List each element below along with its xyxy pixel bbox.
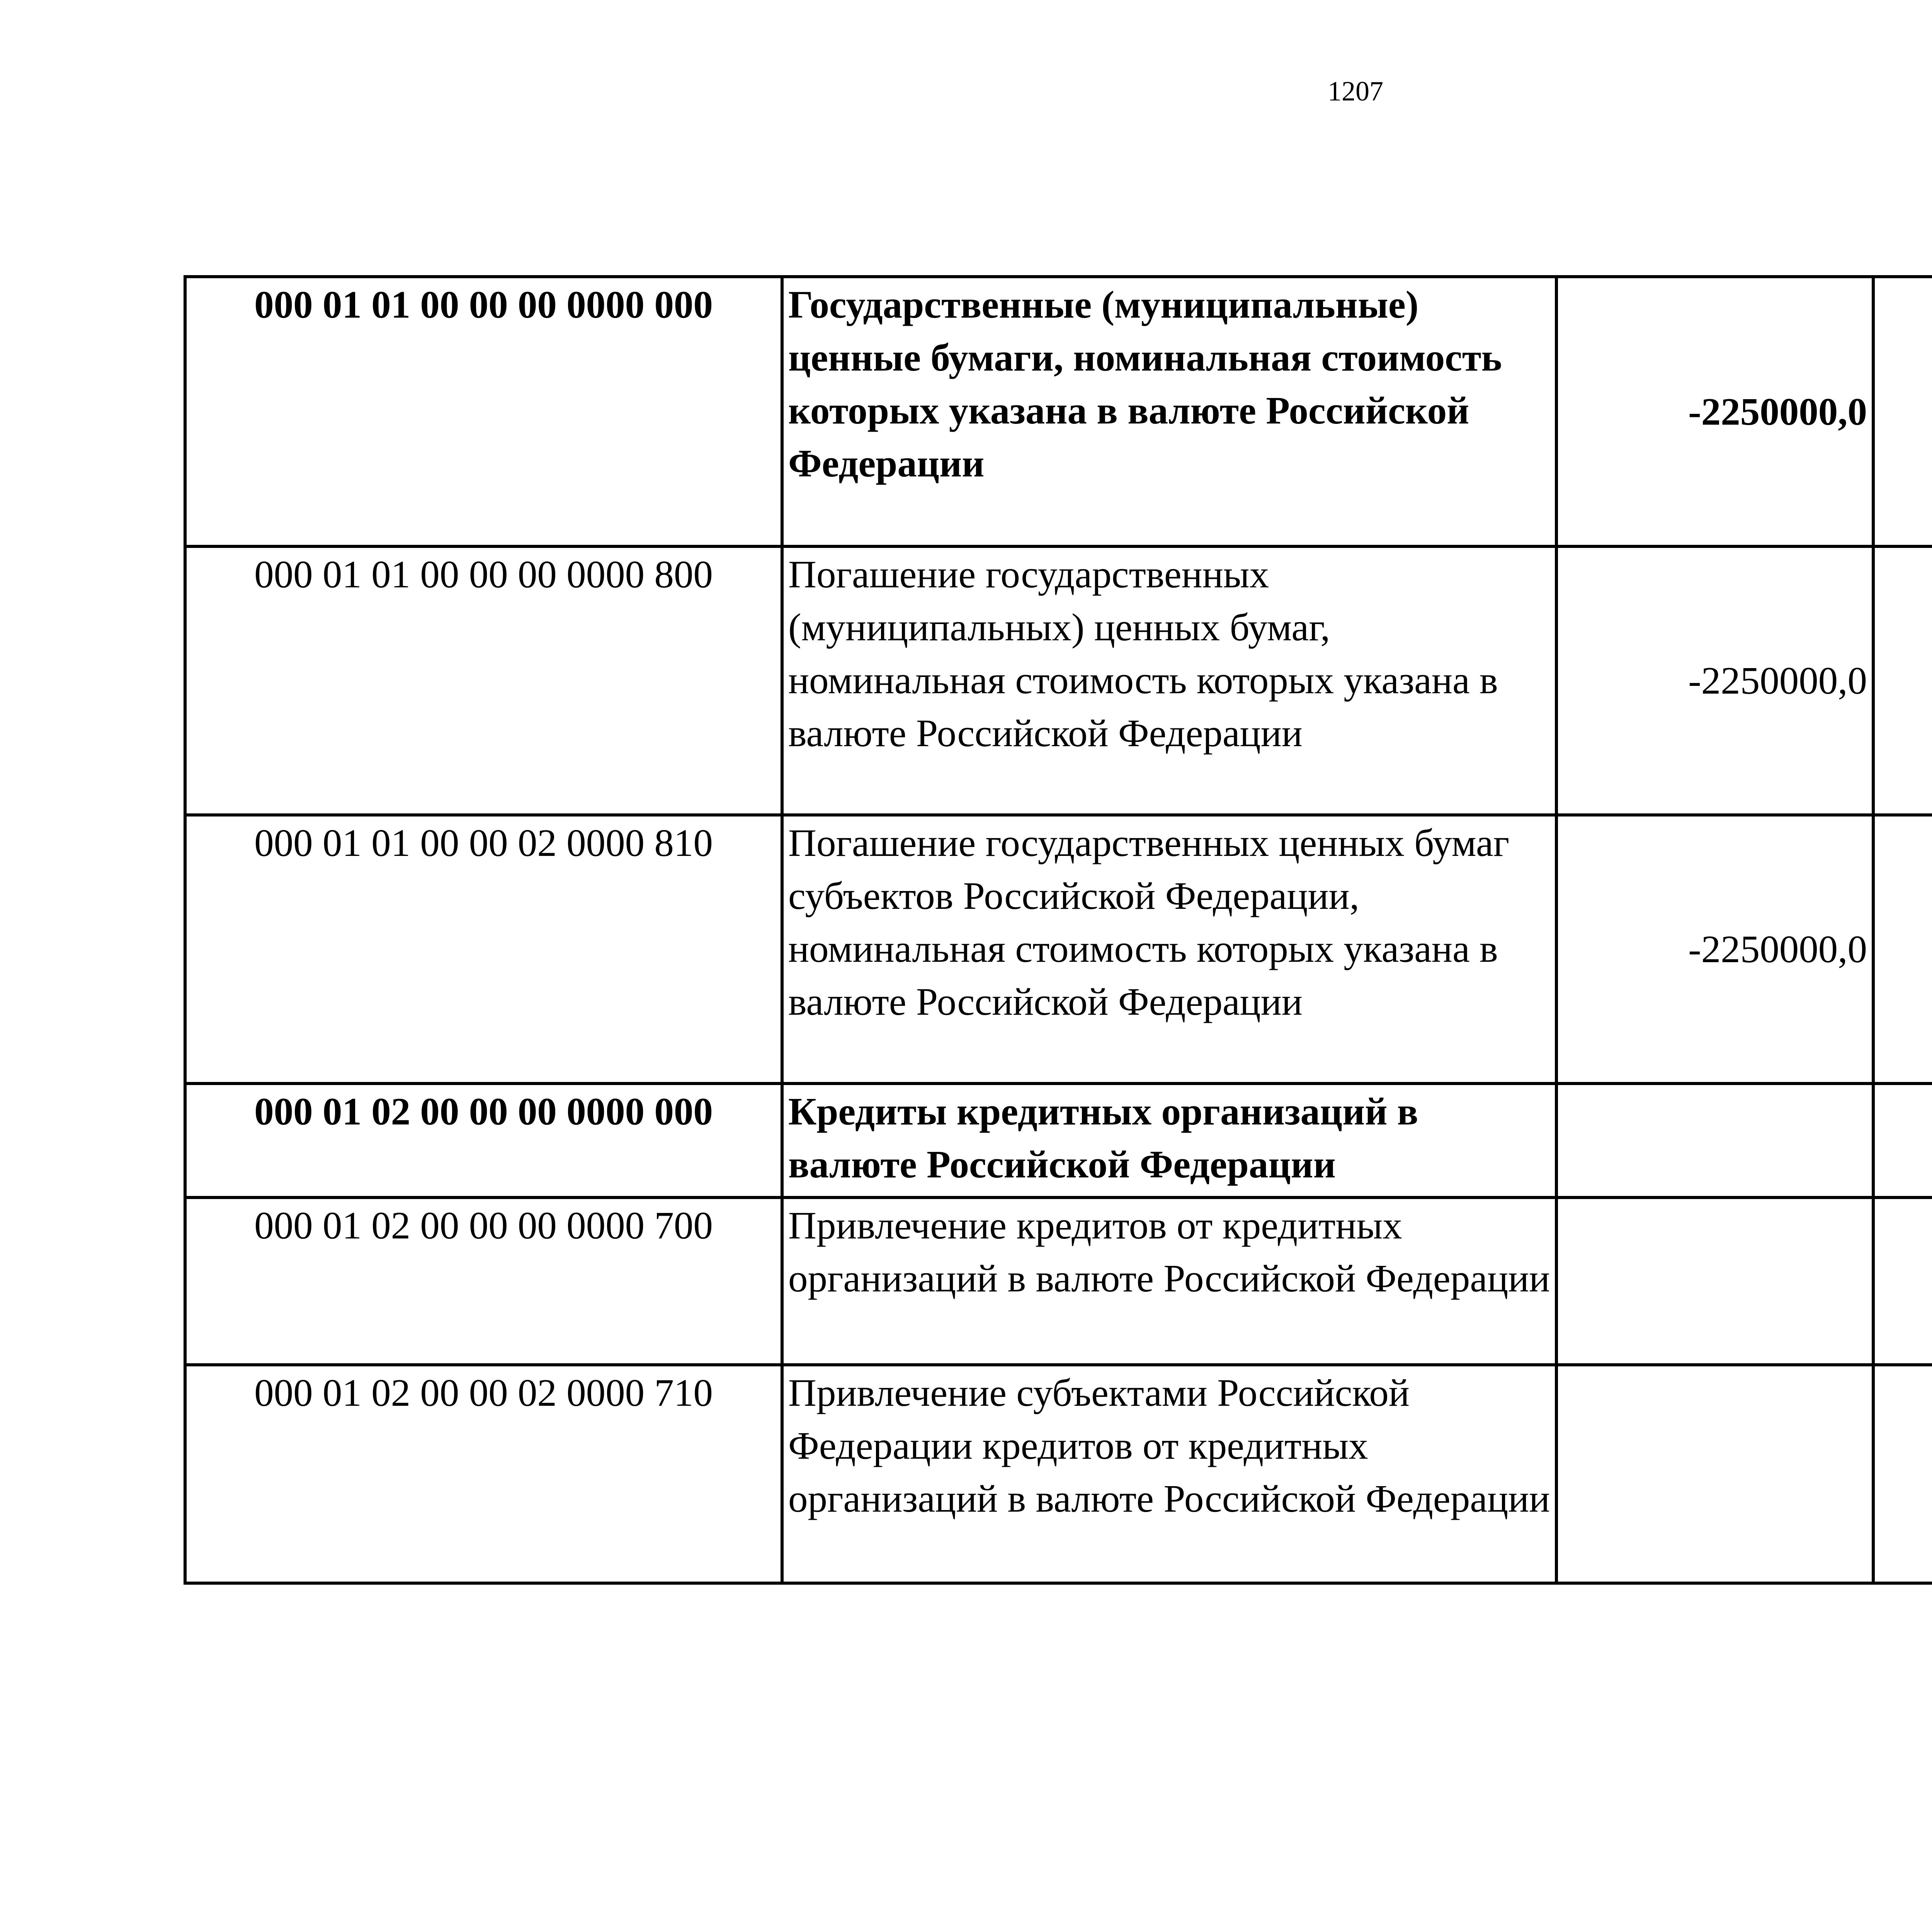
row-value-1: -2250000,0 [1556,277,1873,546]
row-value-1 [1556,1365,1873,1583]
row-value-2 [1873,277,1932,546]
row-name: Государственные (муниципальные) ценные бумаги, номинальная стоимость которых указана в валюте Российской Федерации [782,277,1556,546]
row-value-1: -2250000,0 [1556,546,1873,815]
row-value-2 [1873,1084,1932,1197]
row-code: 000 01 01 00 00 00 0000 000 [185,277,782,546]
row-value-2 [1873,1197,1932,1365]
row-name: Привлечение субъектами Российской Федерации кредитов от кредитных организаций в валюте Российской Федерации [782,1365,1556,1583]
row-name: Привлечение кредитов от кредитных организаций в валюте Российской Федерации [782,1197,1556,1365]
row-value-2 [1873,1365,1932,1583]
row-value-2 [1873,546,1932,815]
row-code: 000 01 02 00 00 02 0000 710 [185,1365,782,1583]
row-code: 000 01 01 00 00 02 0000 810 [185,815,782,1084]
table-row [185,1197,1932,1365]
row-code: 000 01 02 00 00 00 0000 000 [185,1084,782,1197]
row-value-1 [1556,1084,1873,1197]
row-value-2 [1873,815,1932,1084]
row-name: Погашение государственных (муниципальных) ценных бумаг, номинальная стоимость которых указана в валюте Российской Федерации [782,546,1556,815]
page-number: 1207 [1328,76,1383,107]
row-code: 000 01 01 00 00 00 0000 800 [185,546,782,815]
row-code: 000 01 02 00 00 00 0000 700 [185,1197,782,1365]
row-name: Погашение государственных ценных бумаг субъектов Российской Федерации, номинальная стоимость которых указана в валюте Российской Федерации [782,815,1556,1084]
row-name: Кредиты кредитных организаций в валюте Российской Федерации [782,1084,1556,1197]
table-row [185,277,1932,546]
table-row [185,1365,1932,1583]
row-value-1 [1556,1197,1873,1365]
row-value-1: -2250000,0 [1556,815,1873,1084]
table-row [185,1084,1932,1197]
table-row [185,546,1932,815]
budget-sources-table [184,275,1932,1585]
table-row [185,815,1932,1084]
